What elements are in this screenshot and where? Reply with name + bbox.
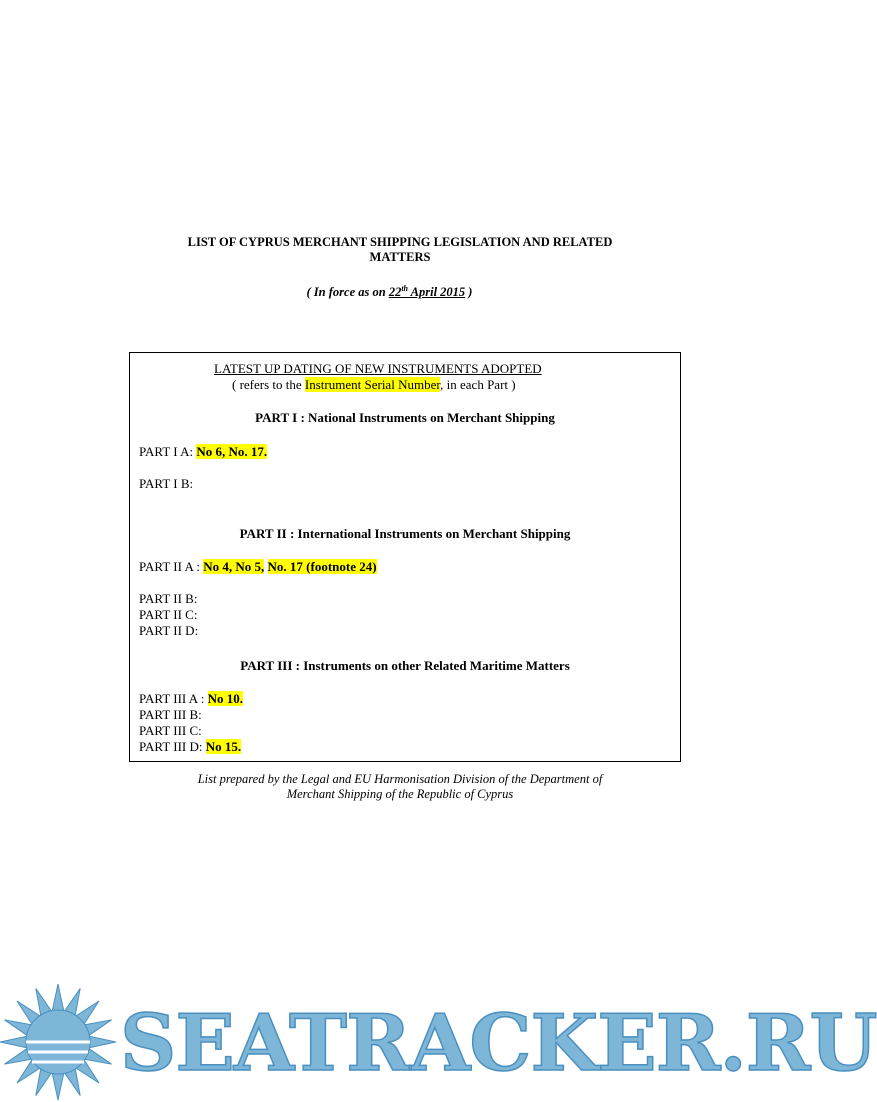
part2d-row: PART II D: [139,623,199,638]
part2a-value-1: No 4, No 5, [203,559,265,574]
note-suffix: , in each Part ) [440,377,516,392]
part3d-label: PART III D: [139,739,206,754]
prepared-by-note [120,772,680,802]
subtitle-date-sup: th [401,284,408,293]
sun-burst-icon [0,980,120,1102]
part3b-row: PART III B: [139,707,202,722]
document-title [120,235,680,265]
box-note [232,377,516,393]
part3d-row [139,739,241,755]
note-highlight: Instrument Serial Number [304,377,441,392]
part3a-row [139,691,243,707]
part2-title: PART II : International Instruments on Merchant Shipping [239,526,571,541]
part1-title: PART I : National Instruments on Merchant Shipping [255,410,555,425]
subtitle-suffix: ) [465,285,473,300]
subtitle-date [389,285,465,299]
part2b-row: PART II B: [139,591,198,606]
box-heading: LATEST UP DATING OF NEW INSTRUMENTS ADOPTED [214,361,542,376]
title-line-1: LIST OF CYPRUS MERCHANT SHIPPING LEGISLATION AND RELATED [187,235,613,249]
part1a-row [139,444,267,460]
part2c-row: PART II C: [139,607,198,622]
part1a-label: PART I A: [139,444,197,459]
subtitle-date-rest: April 2015 [407,285,466,300]
subtitle-prefix: ( In force as on [306,285,389,300]
subtitle-date-day: 22 [388,285,402,300]
watermark-banner [0,980,877,1100]
part2a-label: PART II A : [139,559,204,574]
watermark-text: SEATRACKER.RU [120,998,877,1089]
updates-box [129,352,681,762]
prepared-by-line-2: Merchant Shipping of the Republic of Cyprus [286,787,514,801]
part3d-value: No 15. [205,739,242,754]
title-line-2: MATTERS [369,250,431,264]
note-prefix: ( refers to the [232,377,305,392]
part1a-value: No 6, No. 17. [196,444,268,459]
part3a-value: No 10. [207,691,243,706]
part3-title: PART III : Instruments on other Related Maritime Matters [240,658,570,673]
part3a-label: PART III A : [139,691,208,706]
part1b-row: PART I B: [139,476,194,491]
part3c-row: PART III C: [139,723,202,738]
part2a-row [139,559,377,575]
in-force-date [0,284,779,300]
prepared-by-line-1: List prepared by the Legal and EU Harmonisation Division of the Department of [197,772,603,786]
part2a-value-2: No. 17 (footnote 24) [267,559,377,574]
